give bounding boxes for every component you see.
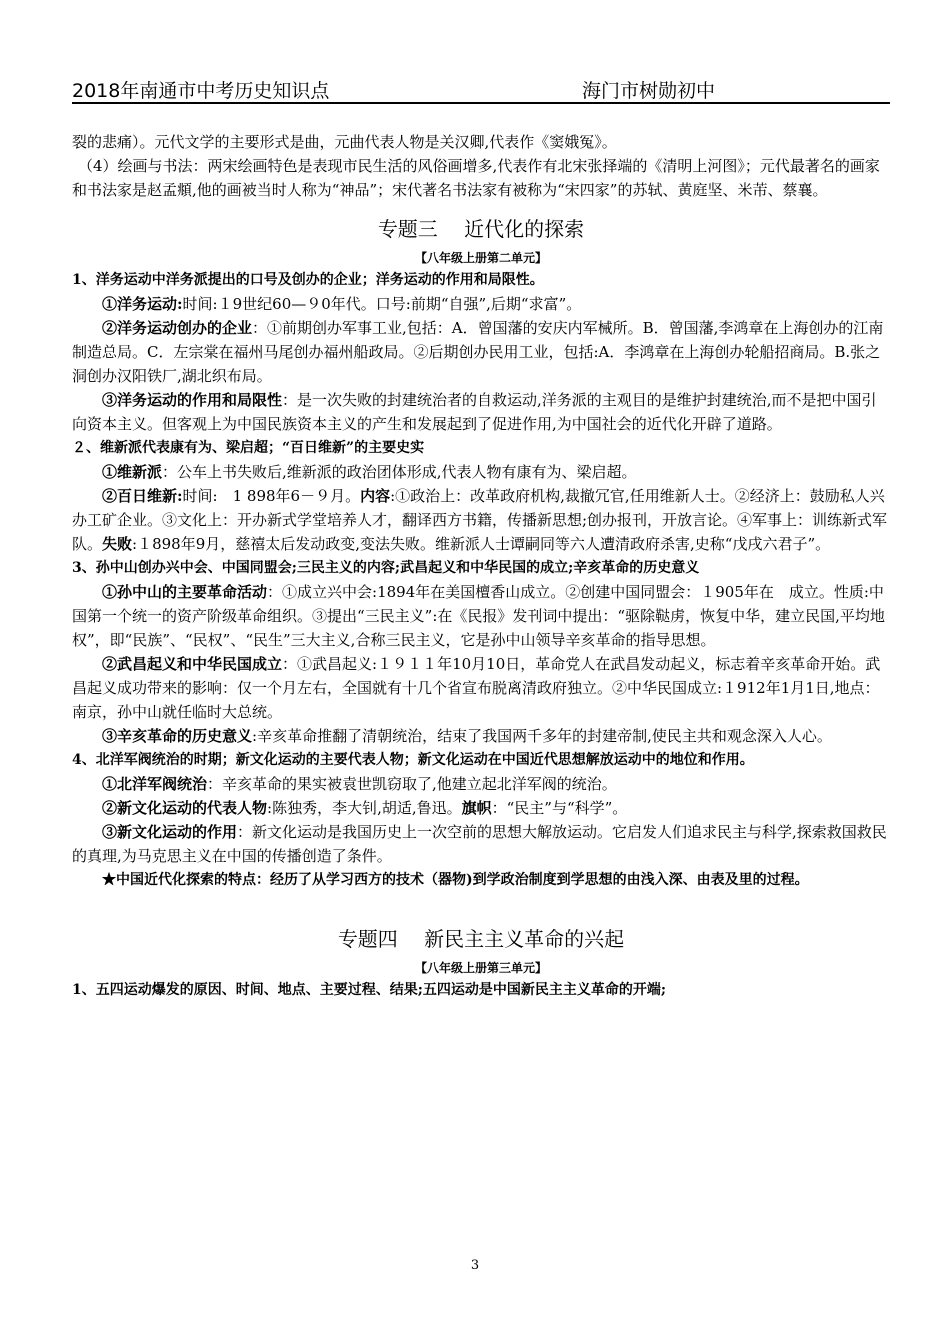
- item-text: ：辛亥革命的果实被袁世凯窃取了,他建立起北洋军阀的统治。: [207, 775, 617, 793]
- item-label: ②新文化运动的代表人物: [102, 799, 268, 817]
- item-text: ：①武昌起义:１９１１年10月10日，革命党人在武昌发动起义，标志着辛亥革命开始。武昌起义成功带来的影响：仅一个月左右，全国就有十几个省宣布脱离清政府独立。②中华民国成立:１912年1月1日,地点：南京，孙中山就任临时大总统。: [72, 655, 881, 721]
- paragraph: [72, 292, 890, 316]
- unit-label: 【八年级上册第三单元】: [414, 961, 547, 975]
- unit-label: 【八年级上册第二单元】: [414, 251, 547, 265]
- item-label: ②洋务运动创办的企业: [102, 319, 253, 337]
- item-label: ①洋务运动:: [102, 295, 183, 313]
- item-text: :陈独秀，李大钊,胡适,鲁迅。: [267, 799, 462, 817]
- page-number: 3: [470, 1258, 480, 1273]
- item-label: 旗帜: [461, 799, 492, 817]
- item-label: ③洋务运动的作用和局限性: [102, 391, 283, 409]
- item-text: :１898年9月，慈禧太后发动政变,变法失败。维新派人士谭嗣同等六人遭清政府杀害,史称“戊戌六君子”。: [132, 535, 831, 553]
- paragraph: [72, 484, 890, 556]
- paragraph: [72, 460, 890, 484]
- question-heading: 1、洋务运动中洋务派提出的口号及创办的企业；洋务运动的作用和局限性。: [72, 272, 544, 288]
- paragraph: [72, 316, 890, 388]
- summary-note: ★中国近代化探索的特点：经历了从学习西方的技术（器物)到学政治制度到学思想的由浅入深、由表及里的过程。: [102, 872, 809, 888]
- item-text: ：新文化运动是我国历史上一次空前的思想大解放运动。它启发人们追求民主与科学,探索救国救民的真理,为马克思主义在中国的传播创造了条件。: [72, 823, 887, 865]
- document-body: [72, 130, 890, 1002]
- header-title: 2018年南通市中考历史知识点: [72, 80, 330, 102]
- item-label: ③新文化运动的作用: [102, 823, 238, 841]
- item-text: 时间: 1 898年6－９月。: [182, 487, 361, 505]
- header-school: 海门市树勋初中: [582, 80, 716, 102]
- paragraph: [72, 820, 890, 868]
- item-text: ：公车上书失败后,维新派的政治团体形成,代表人物有康有为、梁启超。: [162, 463, 637, 481]
- item-label: ③辛亥革命的历史意义: [102, 727, 253, 745]
- item-text: ：“民主”与“科学”。: [491, 799, 628, 817]
- item-label: ①北洋军阀统治: [102, 775, 208, 793]
- paragraph: [72, 772, 890, 796]
- paragraph: [72, 724, 890, 748]
- item-label: 失败: [102, 535, 133, 553]
- item-text: ：①前期创办军事工业,包括：A．曾国藩的安庆内军械所。B．曾国藩,李鸿章在上海创办的江南制造总局。C．左宗棠在福州马尾创办福州船政局。②后期创办民用工业，包括:A．李鸿章在上海创办轮船招商局。B.张之洞创办汉阳铁厂,湖北织布局。: [72, 319, 884, 385]
- paragraph: [72, 388, 890, 436]
- item-label: ①孙中山的主要革命活动: [102, 583, 268, 601]
- question-heading: ２、维新派代表康有为、梁启超；“百日维新”的主要史实: [72, 440, 425, 456]
- item-label: ②百日维新:: [102, 487, 183, 505]
- section-title: 专题四 新民主主义革命的兴起: [337, 927, 625, 951]
- paragraph: [72, 580, 890, 652]
- paragraph: 裂的悲痛）。元代文学的主要形式是曲，元曲代表人物是关汉卿,代表作《窦娥冤》。: [72, 133, 617, 151]
- question-heading: 4、北洋军阀统治的时期；新文化运动的主要代表人物；新文化运动在中国近代思想解放运动中的地位和作用。: [72, 752, 754, 768]
- paragraph: （4）绘画与书法：两宋绘画特色是表现市民生活的风俗画增多,代表作有北宋张择端的《清明上河图》；元代最著名的画家和书法家是赵孟頫,他的画被当时人称为“神品”；宋代著名书法家有被称为“宋四家”的苏轼、黄庭坚、米芾、蔡襄。: [72, 157, 880, 199]
- item-label: 内容: [360, 487, 391, 505]
- question-heading: 3、孙中山创办兴中会、中国同盟会;三民主义的内容;武昌起义和中华民国的成立;辛亥革命的历史意义: [72, 560, 700, 576]
- page-header: [72, 76, 890, 104]
- item-text: :辛亥革命推翻了清朝统治，结束了我国两千多年的封建帝制,使民主共和观念深入人心。: [252, 727, 832, 745]
- paragraph: [72, 796, 890, 820]
- item-label: ①维新派: [102, 463, 163, 481]
- item-text: 时间:１9世纪60—９0年代。口号:前期“自强”,后期“求富”。: [182, 295, 582, 313]
- item-text: ：是一次失败的封建统治者的自救运动,洋务派的主观目的是维护封建统治,而不是把中国引向资本主义。但客观上为中国民族资本主义的产生和发展起到了促进作用,为中国社会的近代化开辟了道路。: [72, 391, 877, 433]
- question-heading: 1、五四运动爆发的原因、时间、地点、主要过程、结果;五四运动是中国新民主主义革命的开端;: [72, 982, 667, 998]
- item-label: ②武昌起义和中华民国成立: [102, 655, 283, 673]
- item-text: ：①成立兴中会:1894年在美国檀香山成立。②创建中国同盟会：１905年在 成立。性质:中国第一个统一的资产阶级革命组织。③提出“三民主义”:在《民报》发刊词中提出：“驱除鞑虏，恢复中华，建立民国,平均地权”，即“民族”、“民权”、“民生”三大主义,合称三民主义，它是孙中山领导辛亥革命的指导思想。: [72, 583, 885, 649]
- section-title: 专题三 近代化的探索: [377, 217, 585, 241]
- item-text: :①政治上：改革政府机构,裁撤冗官,任用维新人士。②经济上：鼓励私人兴办工矿企业。③文化上：开办新式学堂培养人才，翻译西方书籍，传播新思想;创办报刊，开放言论。④军事上：训练新式军队。: [72, 487, 888, 553]
- paragraph: [72, 652, 890, 724]
